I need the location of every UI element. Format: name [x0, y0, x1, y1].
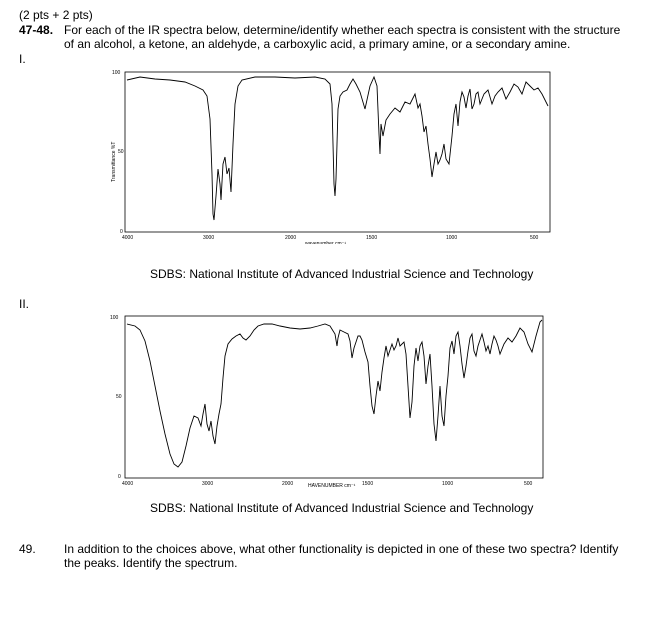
spectrum-1-source: SDBS: National Institute of Advanced Industrial Science and Technology — [150, 267, 534, 281]
spectrum-2-xtick-1500: 1500 — [362, 481, 374, 487]
spectrum-2-xlabel: HAVENUMBER cm⁻¹ — [308, 483, 356, 489]
question-49-line-1: In addition to the choices above, what other functionality is depicted in one of these two spectra? Identify — [64, 542, 619, 556]
problem-number: 47-48. — [19, 23, 54, 37]
prompt-line-2: of an alcohol, a ketone, an aldehyde, a carboxylic acid, a primary amine, or a secondary amine. — [64, 37, 571, 51]
spectrum-1-label: I. — [19, 52, 26, 66]
spectrum-1-xtick-1500: 1500 — [366, 235, 378, 241]
spectrum-1-xtick-2000: 2000 — [285, 235, 297, 241]
spectrum-2-xtick-2000: 2000 — [282, 481, 294, 487]
spectrum-2-ytick-100: 100 — [110, 315, 119, 321]
spectrum-2-xtick-3000: 3000 — [202, 481, 214, 487]
spectrum-1-xtick-3000: 3000 — [203, 235, 215, 241]
ir-spectrum-2 — [100, 306, 560, 491]
spectrum-1-xtick-1000: 1000 — [446, 235, 458, 241]
spectrum-2-xtick-4000: 4000 — [122, 481, 134, 487]
spectrum-2-ytick-50: 50 — [116, 394, 122, 400]
spectrum-1-ytick-0: 0 — [120, 229, 123, 235]
spectrum-2-xtick-500: 500 — [524, 481, 533, 487]
spectrum-2-ytick-0: 0 — [118, 474, 121, 480]
spectrum-1-ylabel: Transmittance %T — [111, 141, 117, 182]
spectrum-2-label: II. — [19, 297, 30, 311]
spectrum-1-trace — [127, 77, 548, 220]
question-49-number: 49. — [19, 542, 36, 556]
spectrum-1-xtick-500: 500 — [530, 235, 539, 241]
spectrum-1-ytick-100: 100 — [112, 70, 121, 76]
question-49-line-2: the peaks. Identify the spectrum. — [64, 556, 238, 570]
spectrum-1-ytick-50: 50 — [118, 149, 124, 155]
spectrum-2-source: SDBS: National Institute of Advanced Industrial Science and Technology — [150, 501, 534, 515]
spectrum-2-trace — [127, 320, 542, 467]
spectrum-1-xlabel: wavenumber cm⁻¹ — [305, 241, 346, 244]
spectrum-1-xtick-4000: 4000 — [122, 235, 134, 241]
prompt-line-1: For each of the IR spectra below, determine/identify whether each spectra is consistent with the structure — [64, 23, 621, 37]
spectrum-2-xtick-1000: 1000 — [442, 481, 454, 487]
points-label: (2 pts + 2 pts) — [19, 8, 93, 22]
ir-spectrum-1 — [100, 64, 560, 244]
